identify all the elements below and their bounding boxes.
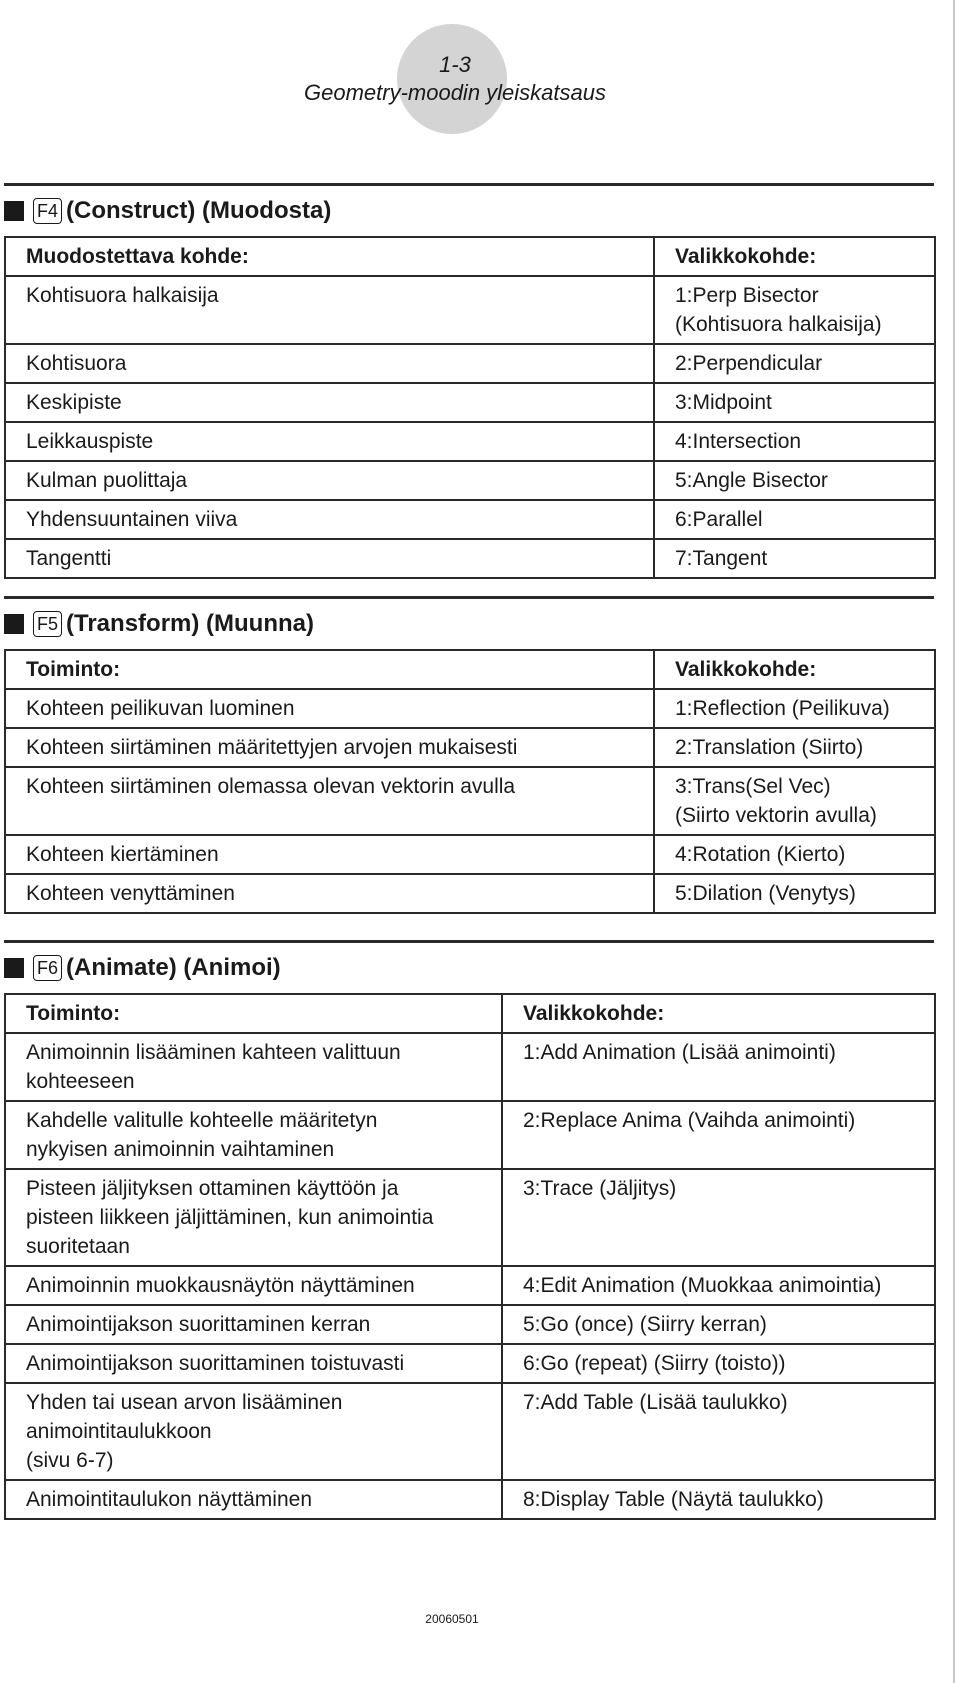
cell-line: Kulman puolittaja	[26, 469, 188, 492]
cell-line: pisteen liikkeen jäljittäminen, kun animointia	[26, 1206, 434, 1229]
action-cell	[5, 461, 654, 500]
cell-line: Yhden tai usean arvon lisääminen	[26, 1391, 343, 1414]
cell-line: Keskipiste	[26, 391, 122, 414]
column-header: Toiminto:	[5, 650, 654, 689]
menu-item-cell	[502, 1169, 935, 1266]
header-circle	[397, 24, 507, 134]
cell-line: Pisteen jäljityksen ottaminen käyttöön ja	[26, 1177, 399, 1200]
cell-line: 5:Go (once) (Siirry kerran)	[523, 1313, 767, 1336]
cell-line: Kohteen venyttäminen	[26, 882, 235, 905]
table-row	[5, 728, 935, 767]
table-row	[5, 1101, 935, 1169]
cell-line: Kohtisuora halkaisija	[26, 284, 219, 307]
menu-item-cell	[654, 874, 935, 913]
table-row	[5, 461, 935, 500]
cell-line: 4:Edit Animation (Muokkaa animointia)	[523, 1274, 882, 1297]
cell-line: Leikkauspiste	[26, 430, 154, 453]
menu-item-cell	[502, 1383, 935, 1480]
table-row	[5, 1169, 935, 1266]
action-cell	[5, 539, 654, 578]
square-bullet-icon	[4, 201, 24, 221]
table-row	[5, 383, 935, 422]
menu-item-cell	[654, 767, 935, 835]
action-cell	[5, 383, 654, 422]
cell-line: Animointijakson suorittaminen kerran	[26, 1313, 371, 1336]
section-construct	[4, 183, 934, 579]
cell-line: 1:Reflection (Peilikuva)	[675, 697, 890, 720]
cell-line: (sivu 6-7)	[26, 1449, 114, 1472]
cell-line: Kahdelle valitulle kohteelle määritetyn	[26, 1109, 378, 1132]
menu-item-cell	[654, 835, 935, 874]
cell-line: animointitaulukkoon	[26, 1420, 212, 1443]
action-cell	[5, 1305, 502, 1344]
construct-table	[4, 236, 936, 579]
table-row	[5, 500, 935, 539]
page-number: 1-3	[439, 52, 471, 77]
cell-line: Kohteen siirtäminen määritettyjen arvojen mukaisesti	[26, 736, 518, 759]
cell-line: (Siirto vektorin avulla)	[675, 804, 877, 827]
menu-item-cell	[502, 1101, 935, 1169]
menu-item-cell	[502, 1480, 935, 1519]
table-header-row	[5, 994, 935, 1033]
action-cell	[5, 500, 654, 539]
page-subtitle: Geometry-moodin yleiskatsaus	[303, 80, 606, 105]
function-key-icon: F5	[33, 611, 62, 637]
square-bullet-icon	[4, 614, 24, 634]
section-animate	[4, 940, 934, 1520]
action-cell	[5, 728, 654, 767]
menu-item-cell	[654, 689, 935, 728]
section-heading	[4, 599, 934, 649]
cell-line: 2:Replace Anima (Vaihda animointi)	[523, 1109, 856, 1132]
cell-line: Animointitaulukon näyttäminen	[26, 1488, 313, 1511]
cell-line: kohteeseen	[26, 1070, 135, 1093]
cell-line: 3:Midpoint	[675, 391, 772, 414]
action-cell	[5, 1169, 502, 1266]
function-key-icon: F4	[33, 198, 62, 224]
column-header: Valikkokohde:	[502, 994, 935, 1033]
cell-line: 3:Trace (Jäljitys)	[523, 1177, 677, 1200]
cell-line: Kohteen kiertäminen	[26, 843, 219, 866]
cell-line: 7:Add Table (Lisää taulukko)	[523, 1391, 788, 1414]
action-cell	[5, 1344, 502, 1383]
cell-line: 6:Parallel	[675, 508, 763, 531]
action-cell	[5, 276, 654, 344]
action-cell	[5, 1480, 502, 1519]
function-key-icon: F6	[33, 955, 62, 981]
action-cell	[5, 1383, 502, 1480]
cell-line: Yhdensuuntainen viiva	[26, 508, 238, 531]
cell-line: Kohteen siirtäminen olemassa olevan vektorin avulla	[26, 775, 516, 798]
section-transform	[4, 596, 934, 914]
table-header-row	[5, 237, 935, 276]
cell-line: 2:Perpendicular	[675, 352, 823, 375]
table-row	[5, 874, 935, 913]
table-header-row	[5, 650, 935, 689]
column-header: Toiminto:	[5, 994, 502, 1033]
footer-code: 20060501	[425, 1612, 479, 1626]
table-row	[5, 1344, 935, 1383]
menu-item-cell	[502, 1266, 935, 1305]
column-header: Valikkokohde:	[654, 650, 935, 689]
table-row	[5, 1033, 935, 1101]
section-title: (Animate) (Animoi)	[66, 954, 281, 981]
cell-line: 7:Tangent	[675, 547, 768, 570]
menu-item-cell	[654, 461, 935, 500]
table-row	[5, 767, 935, 835]
cell-line: 1:Add Animation (Lisää animointi)	[523, 1041, 836, 1064]
table-row	[5, 344, 935, 383]
menu-item-cell	[654, 539, 935, 578]
cell-line: Tangentti	[26, 547, 112, 570]
cell-line: Kohtisuora	[26, 352, 127, 375]
table-row	[5, 539, 935, 578]
menu-item-cell	[654, 728, 935, 767]
column-header: Valikkokohde:	[654, 237, 935, 276]
menu-item-cell	[502, 1033, 935, 1101]
section-heading	[4, 186, 934, 236]
menu-item-cell	[654, 500, 935, 539]
cell-line: Animoinnin lisääminen kahteen valittuun	[26, 1041, 401, 1064]
menu-item-cell	[502, 1344, 935, 1383]
table-row	[5, 689, 935, 728]
action-cell	[5, 1033, 502, 1101]
section-heading	[4, 943, 934, 993]
table-row	[5, 276, 935, 344]
cell-line: 5:Dilation (Venytys)	[675, 882, 856, 905]
cell-line: 8:Display Table (Näytä taulukko)	[523, 1488, 824, 1511]
cell-line: 3:Trans(Sel Vec)	[675, 775, 831, 798]
cell-line: suoritetaan	[26, 1235, 130, 1258]
section-title: (Transform) (Muunna)	[66, 610, 314, 637]
cell-line: Kohteen peilikuvan luominen	[26, 697, 295, 720]
cell-line: 4:Rotation (Kierto)	[675, 843, 846, 866]
cell-line: 4:Intersection	[675, 430, 802, 453]
action-cell	[5, 344, 654, 383]
menu-item-cell	[654, 276, 935, 344]
section-title: (Construct) (Muodosta)	[66, 197, 332, 224]
table-row	[5, 1383, 935, 1480]
page-edge-rule	[953, 0, 955, 1683]
table-row	[5, 1266, 935, 1305]
cell-line: Animoinnin muokkausnäytön näyttäminen	[26, 1274, 415, 1297]
menu-item-cell	[654, 383, 935, 422]
cell-line: 5:Angle Bisector	[675, 469, 828, 492]
action-cell	[5, 835, 654, 874]
menu-item-cell	[502, 1305, 935, 1344]
cell-line: 2:Translation (Siirto)	[675, 736, 864, 759]
table-row	[5, 835, 935, 874]
square-bullet-icon	[4, 958, 24, 978]
action-cell	[5, 1101, 502, 1169]
action-cell	[5, 1266, 502, 1305]
animate-table	[4, 993, 936, 1520]
table-row	[5, 1305, 935, 1344]
menu-item-cell	[654, 422, 935, 461]
cell-line: Animointijakson suorittaminen toistuvasti	[26, 1352, 405, 1375]
table-row	[5, 1480, 935, 1519]
action-cell	[5, 422, 654, 461]
column-header: Muodostettava kohde:	[5, 237, 654, 276]
action-cell	[5, 689, 654, 728]
cell-line: 1:Perp Bisector	[675, 284, 819, 307]
menu-item-cell	[654, 344, 935, 383]
action-cell	[5, 874, 654, 913]
action-cell	[5, 767, 654, 835]
cell-line: (Kohtisuora halkaisija)	[675, 313, 882, 336]
table-row	[5, 422, 935, 461]
transform-table	[4, 649, 936, 914]
cell-line: nykyisen animoinnin vaihtaminen	[26, 1138, 335, 1161]
cell-line: 6:Go (repeat) (Siirry (toisto))	[523, 1352, 786, 1375]
